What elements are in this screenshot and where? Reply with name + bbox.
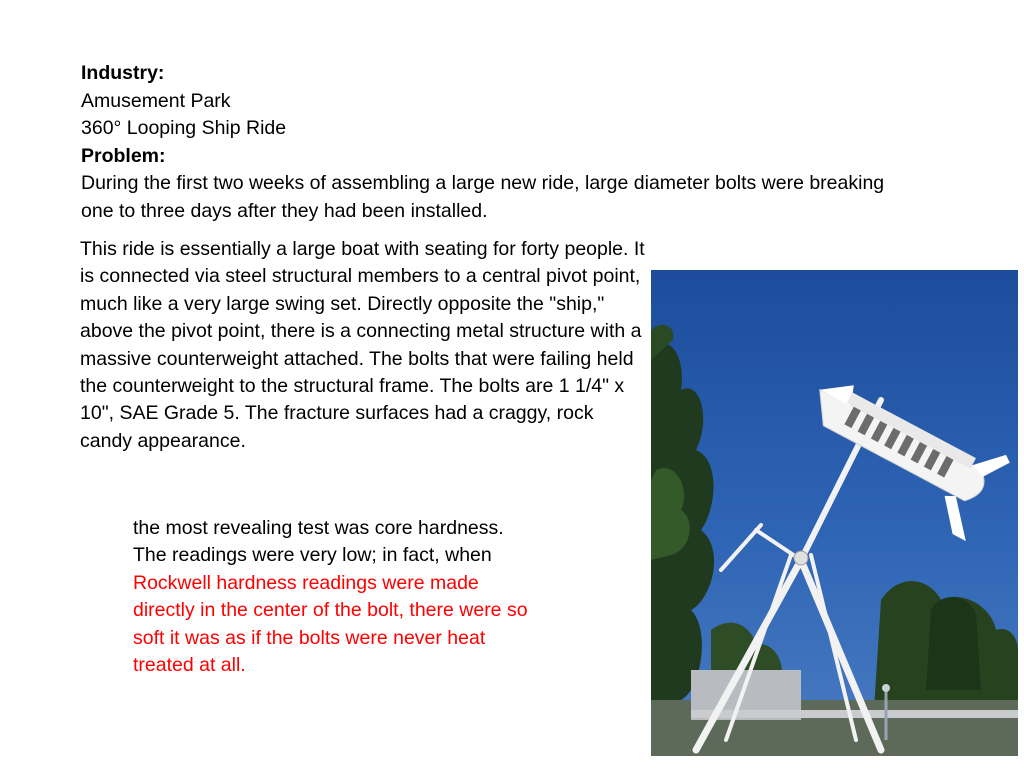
ride-photo (651, 270, 1018, 756)
industry-label: Industry: (81, 62, 165, 84)
pivot-hub (794, 551, 808, 565)
problem-text: During the first two weeks of assembling a large new ride, large diameter bolts were breaking one to three days after they had been installed. (81, 172, 885, 222)
finding-intro: the most revealing test was core hardness. The readings were very low; in fact, when (133, 517, 504, 567)
problem-label: Problem: (81, 144, 166, 167)
header-block (81, 60, 901, 225)
finding-highlight: Rockwell hardness readings were made directly in the center of the bolt, there were so soft it was as if the bolts were never heat treated at all. (133, 571, 528, 677)
industry-line-2: 360° Looping Ship Ride (81, 117, 287, 139)
ride-description: This ride is essentially a large boat with seating for forty people. It is connected via steel structural members to a central pivot point, much like a very large swing set. Directly opposite the "ship," above the pivot point, there is a connecting metal structure with a massive counterweight attached. The bolts that were failing held the counterweight to the structural frame. The bolts are 1 1/4" x 10", SAE Grade 5. The fracture surfaces had a craggy, rock candy appearance. (80, 238, 645, 452)
hardness-finding (133, 515, 533, 679)
industry-line-1: Amusement Park (81, 89, 231, 112)
